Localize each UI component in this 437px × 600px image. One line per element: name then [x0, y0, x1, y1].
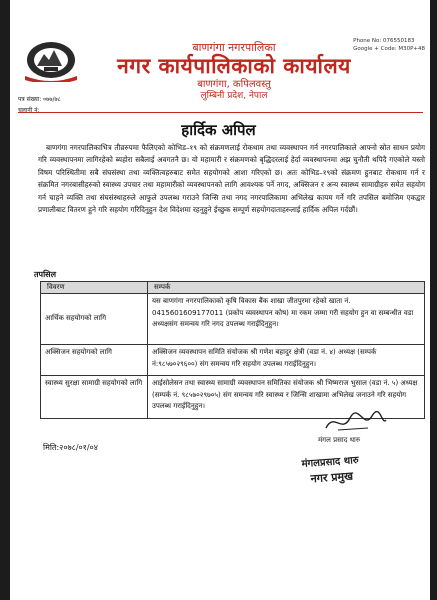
row-label: अक्सिजन सहयोगको लागि: [41, 345, 148, 376]
signatory-name: मंगल प्रसाद थारु: [318, 436, 361, 444]
row-label: आर्थिक सहयोगको लागि: [41, 294, 148, 345]
contact-table: [40, 281, 425, 419]
section-label: तपसिल: [34, 270, 57, 279]
municipality-name: बाणगंगा नगरपालिका: [192, 41, 276, 54]
reference-number: पत्र संख्या: ०७७/७८: [18, 96, 61, 103]
svg-text:मंगलप्रसाद थारु: मंगलप्रसाद थारु: [301, 455, 360, 471]
nepal-emblem-icon: [22, 36, 80, 82]
province-name: लुम्बिनी प्रदेश, नेपाल: [200, 91, 268, 101]
row-detail: यस बाणगंगा नगरपालिकाको कृषि विकास बैंक शाखा जीतपुरमा रहेको खाता नं. 0415601609177011 (प्रकोप व्यवस्थापन कोष) मा रकम जम्मा गरी सहयोग हुन वा सम्बन्धीत वडा अध्यक्षसंग समन्वय गरि नगद उपलब्ध गराईदिनुहुन।: [148, 294, 425, 345]
row-detail: आईसोलेसन तथा स्वास्थ्य सामाग्री व्यवस्थापन समितिका संयोजक श्री भिष्मराज भुसाल (वडा नं. ५) अध्यक्ष (सम्पर्क नं. ९८५७०२९७०५) संग समन्वय गरि स्वास्थ्य र जिन्सि शाखामा अभिलेख जनाउने गरि सहयोग उपलब्ध गराईदिनुहुन।: [148, 376, 425, 419]
table-header-row: [41, 282, 425, 294]
contact-block: [353, 37, 425, 53]
row-label: स्वास्थ्य सुरक्षा सामाग्री सहयोगको लागि: [41, 376, 148, 419]
left-dark-edge: [0, 0, 10, 600]
office-name: नगर कार्यपालिकाको कार्यालय: [117, 54, 351, 78]
header-divider: [18, 112, 423, 113]
notice-title: हार्दिक अपिल: [181, 121, 256, 139]
notice-body: [38, 142, 425, 216]
document-date: मिति:२०७८/०१/०४: [43, 443, 98, 452]
table-row: [41, 345, 425, 376]
row-detail: अक्सिजन व्यवस्थापन समिति संयोजक श्री गणेश बहादुर क्षेत्री (वडा नं. ४) अध्यक्ष (सम्पर्क नं:९८५७०२९६००) संग समन्वय गरि सहयोग उपलब्ध गराईदिनुहुन।: [148, 345, 425, 376]
notice-paragraph: बाणगंगा नगरपालिकाभित्र तीव्ररुपमा फैलिएको कोभिड–१९ को संक्रमणलाई रोकथाम तथा व्यवस्थापन गर्न नगरपालिकाले आफ्नो स्रोत साधन प्रयोग गरि व्यवस्थापनमा लागिरहेको ब्यहोरा सबैलाई अवगतनै छ। यो महामारी र संक्रमणको बृद्धिदरलाई हेर्दा व्यवस्थापनमा अझ चुनौती थपिदै गएकोले यस्तो विषम परिस्थितीमा सबै संघसंस्था तथा व्यक्तित्वहरुबाट समेत सहयोगको आशा गरिएको छ। अतः कोभिड–१९को संक्रमण हुनबाट रोकथाम गर्न र संक्रमित नगरबासीहरुको स्वास्थ्य उपचार तथा महामारीको व्यवस्थापनको लागि आवश्यक पर्ने नगद, अक्सिजन र अन्य स्वास्थ्य सामाग्रीहरु समेत सहयोग गर्न चाहने व्यक्ति तथा संघसंस्थाहरुले आफुले उपलब्ध गराउने जिन्सि तथा नगद नगरपालिकामा अभिलेख कायम गर्ने गरि तपसिल बमोजिम एकद्वार प्रणालीबाट वितरण हुने गरि सहयोग गरिदिनुहुन देश विदेशमा रहनुहुने ईच्छुक सम्पूर्ण सहयोगदाताहरुलाई हार्दिक अपिल गर्दछौं।: [38, 143, 425, 215]
signature: [320, 408, 390, 436]
table-row: [41, 294, 425, 345]
official-stamp: [296, 448, 394, 488]
table-header-cell: विवरण: [41, 282, 148, 294]
svg-text:नगर प्रमुख: नगर प्रमुख: [310, 469, 354, 486]
table-header-cell: सम्पर्क: [148, 282, 425, 294]
phone-number: Phone No: 076550183: [353, 38, 415, 44]
office-address: बाणगंगा, कपिलवस्तु: [197, 79, 271, 90]
google-code: Google + Code: M30P+48: [353, 46, 425, 52]
right-dark-edge: [430, 0, 437, 600]
dispatch-number: चलानी नं:: [18, 107, 40, 114]
